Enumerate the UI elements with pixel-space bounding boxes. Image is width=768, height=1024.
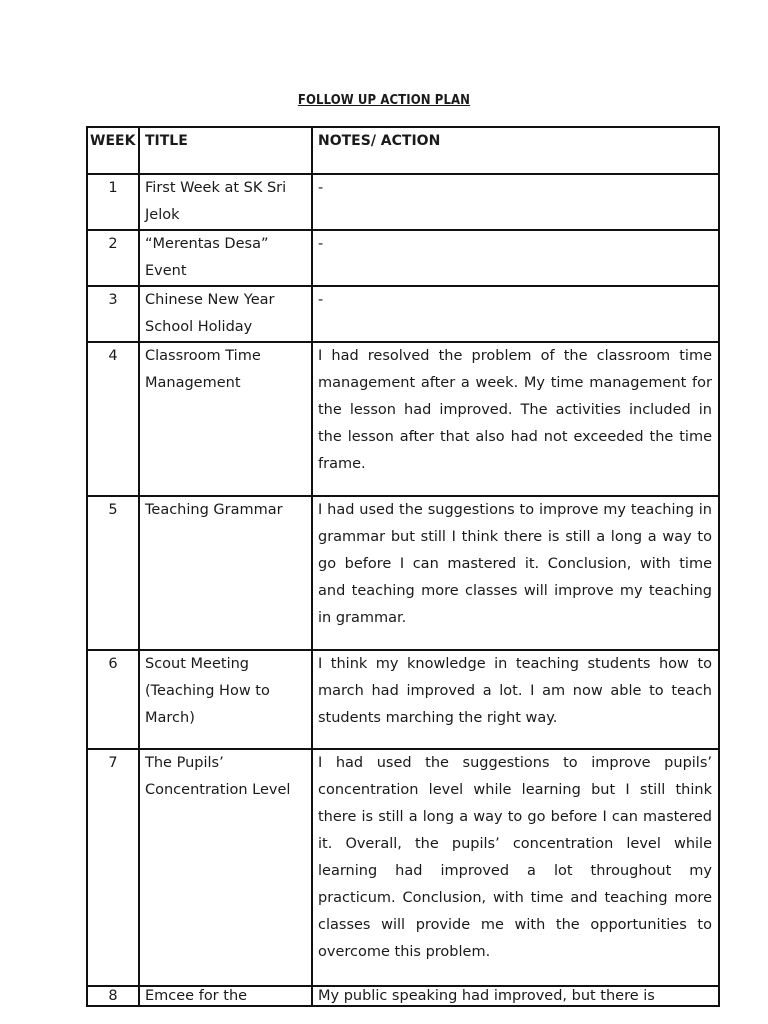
table-row — [87, 749, 719, 986]
row-notes: I think my knowledge in teaching students how to march had improved a lot. I am now able to teach students marching the right way. — [312, 650, 719, 749]
week-number: 6 — [87, 650, 139, 749]
week-number: 8 — [87, 986, 139, 1006]
document-title: FOLLOW UP ACTION PLAN — [297, 93, 471, 108]
week-number: 7 — [87, 749, 139, 986]
row-notes: I had resolved the problem of the classroom time management after a week. My time management for the lesson had improved. The activities included in the lesson after that also had not exceeded the time frame. — [312, 342, 719, 496]
action-plan-table — [86, 126, 720, 1007]
week-number: 4 — [87, 342, 139, 496]
row-title: Classroom Time Management — [139, 342, 312, 496]
row-notes: - — [312, 286, 719, 342]
row-notes: - — [312, 174, 719, 230]
row-title: Chinese New Year School Holiday — [139, 286, 312, 342]
row-title: “Merentas Desa” Event — [139, 230, 312, 286]
week-number: 2 — [87, 230, 139, 286]
header-title: TITLE — [139, 127, 312, 174]
week-number: 3 — [87, 286, 139, 342]
row-notes: I had used the suggestions to improve pupils’ concentration level while learning but I still think there is still a long a way to go before I can mastered it. Overall, the pupils’ concentration level while learning had improved a lot throughout my practicum. Conclusion, with time and teaching more classes will provide me with the opportunities to overcome this problem. — [312, 749, 719, 986]
week-number: 5 — [87, 496, 139, 650]
header-week: WEEK — [87, 127, 139, 174]
header-notes: NOTES/ ACTION — [312, 127, 719, 174]
row-title: Teaching Grammar — [139, 496, 312, 650]
table-row — [87, 286, 719, 342]
row-title: Emcee for the — [139, 986, 312, 1006]
row-title: Scout Meeting (Teaching How to March) — [139, 650, 312, 749]
row-title: The Pupils’ Concentration Level — [139, 749, 312, 986]
row-notes: My public speaking had improved, but there is — [312, 986, 719, 1006]
row-title: First Week at SK Sri Jelok — [139, 174, 312, 230]
table-row — [87, 174, 719, 230]
table-row — [87, 342, 719, 496]
row-notes: I had used the suggestions to improve my teaching in grammar but still I think there is still a long a way to go before I can mastered it. Conclusion, with time and teaching more classes will improve my teaching in grammar. — [312, 496, 719, 650]
week-number: 1 — [87, 174, 139, 230]
row-notes: - — [312, 230, 719, 286]
table-row — [87, 496, 719, 650]
table-row — [87, 650, 719, 749]
table-row — [87, 986, 719, 1006]
table-header-row — [87, 127, 719, 174]
table-row — [87, 230, 719, 286]
